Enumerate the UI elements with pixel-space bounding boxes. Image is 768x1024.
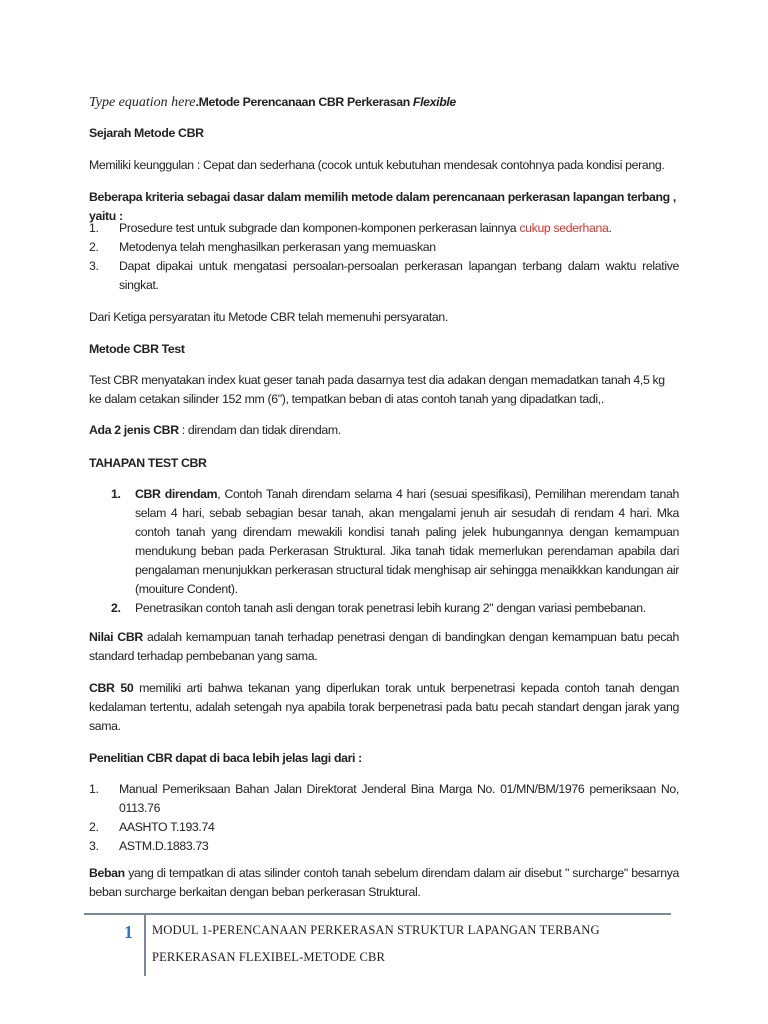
tahapan-list <box>89 485 679 618</box>
footer-module-title <box>152 917 672 971</box>
beban-label: Beban <box>89 866 125 880</box>
cbr-test-text: Test CBR menyatakan index kuat geser tanah pada dasarnya test dia adakan dengan memadatkan tanah 4,5 kg ke dalam cetakan silinder 152 mm (6"), tempatkan beban di atas contoh tanah yang dipadatkan tadi,. <box>89 373 665 406</box>
cbr50-text: memiliki arti bahwa tekanan yang diperlukan torak untuk berpenetrasi kepada contoh tanah dengan kedalaman tertentu, adalah setengah nya apabila torak berpenetrasi pada batu pecah standart dengan jarak yang sama. <box>89 681 679 733</box>
list-text-end: . <box>608 221 612 235</box>
document-title <box>89 93 679 112</box>
list-number: 3. <box>89 259 99 273</box>
list-number: 2. <box>111 601 121 615</box>
title-emphasis: Flexible <box>412 95 456 109</box>
list-number: 1. <box>89 221 99 235</box>
list-text: ASTM.D.1883.73 <box>119 839 209 853</box>
list-item <box>89 599 679 618</box>
nilai-cbr-label: Nilai CBR <box>89 630 143 644</box>
list-text: Manual Pemeriksaan Bahan Jalan Direktorat Jenderal Bina Marga No. 01/MN/BM/1976 pemeriksaan No, 0113.76 <box>119 782 679 815</box>
nilai-cbr-paragraph <box>89 628 679 666</box>
highlight-text: cukup sederhana <box>519 221 609 235</box>
footer-line-1: MODUL 1-PERENCANAAN PERKERASAN STRUKTUR LAPANGAN TERBANG <box>152 923 600 937</box>
sejarah-text: Memiliki keunggulan : Cepat dan sederhana (cocok untuk kebutuhan mendesak contohnya pada kondisi perang. <box>89 158 665 172</box>
list-item <box>89 485 679 599</box>
title-main: .Metode Perencanaan CBR Perkerasan <box>195 95 413 109</box>
cbr50-label: CBR 50 <box>89 681 134 695</box>
cbr-direndam-label: CBR direndam <box>135 487 218 501</box>
jenis-cbr-text: : direndam dan tidak direndam. <box>178 423 341 437</box>
list-number: 1. <box>89 782 99 796</box>
list-number: 2. <box>89 240 99 254</box>
list-item <box>89 837 679 856</box>
equation-placeholder[interactable]: Type equation here <box>89 95 196 110</box>
cbr50-paragraph <box>89 679 679 736</box>
list-item <box>89 780 679 818</box>
list-number: 1. <box>111 487 121 501</box>
list-text: Metodenya telah menghasilkan perkerasan yang memuaskan <box>119 240 436 254</box>
list-text: , Contoh Tanah direndam selama 4 hari (sesuai spesifikasi), Pemilihan merendam tanah selam 4 hari, sebab sebagian besar tanah, akan mengalami jenuh air sesudah di rendam 4 hari. Mka contoh tanah yang direndam mewakili kondisi tanah paling jelek hubungannya dengan kemampuan mendukung beban pada Perkerasan Struktural. Jika tanah tidak memerlukan perendaman apabila dari pengalaman menunjukkan perkerasan structural tidak menghisap air sehingga menaikkkan kandungan air (mouiture Condent). <box>135 487 679 596</box>
kriteria-list <box>89 219 679 295</box>
jenis-cbr-label: Ada 2 jenis CBR <box>89 423 179 437</box>
jenis-cbr-paragraph <box>89 421 679 440</box>
footer-line-2: PERKERASAN FLEXIBEL-METODE CBR <box>152 950 385 964</box>
nilai-cbr-text: adalah kemampuan tanah terhadap penetrasi dengan di bandingkan dengan kemampuan batu pecah standard terhadap pembebanan yang sama. <box>89 630 679 663</box>
tahapan-heading: TAHAPAN TEST CBR <box>89 456 207 470</box>
list-text: Dapat dipakai untuk mengatasi persoalan-persoalan perkerasan lapangan terbang dalam waktu relative singkat. <box>119 259 679 292</box>
penelitian-list <box>89 780 679 856</box>
list-text: Prosedure test untuk subgrade dan komponen-komponen perkerasan lainnya <box>119 221 520 235</box>
list-number: 3. <box>89 839 99 853</box>
beban-paragraph <box>89 864 679 902</box>
list-item <box>89 238 679 257</box>
kriteria-closing: Dari Ketiga persyaratan itu Metode CBR telah memenuhi persyaratan. <box>89 310 448 324</box>
page-number: 1 <box>124 922 133 942</box>
list-text: Penetrasikan contoh tanah asli dengan torak penetrasi lebih kurang 2" dengan variasi pembebanan. <box>135 601 646 615</box>
list-number: 2. <box>89 820 99 834</box>
list-item <box>89 257 679 295</box>
list-item <box>89 219 679 238</box>
cbr-test-heading: Metode CBR Test <box>89 342 185 356</box>
list-item <box>89 818 679 837</box>
footer-rule <box>84 913 671 915</box>
penelitian-heading: Penelitian CBR dapat di baca lebih jelas lagi dari : <box>89 751 362 765</box>
list-text: AASHTO T.193.74 <box>119 820 215 834</box>
beban-text: yang di tempatkan di atas silinder contoh tanah sebelum direndam dalam air disebut " surcharge" besarnya beban surcharge berkaitan dengan beban perkerasan Struktural. <box>89 866 679 899</box>
sejarah-heading: Sejarah Metode CBR <box>89 126 204 140</box>
kriteria-heading: Beberapa kriteria sebagai dasar dalam memilih metode dalam perencanaan perkerasan lapangan terbang , yaitu : <box>89 190 676 223</box>
footer-divider <box>144 913 146 976</box>
